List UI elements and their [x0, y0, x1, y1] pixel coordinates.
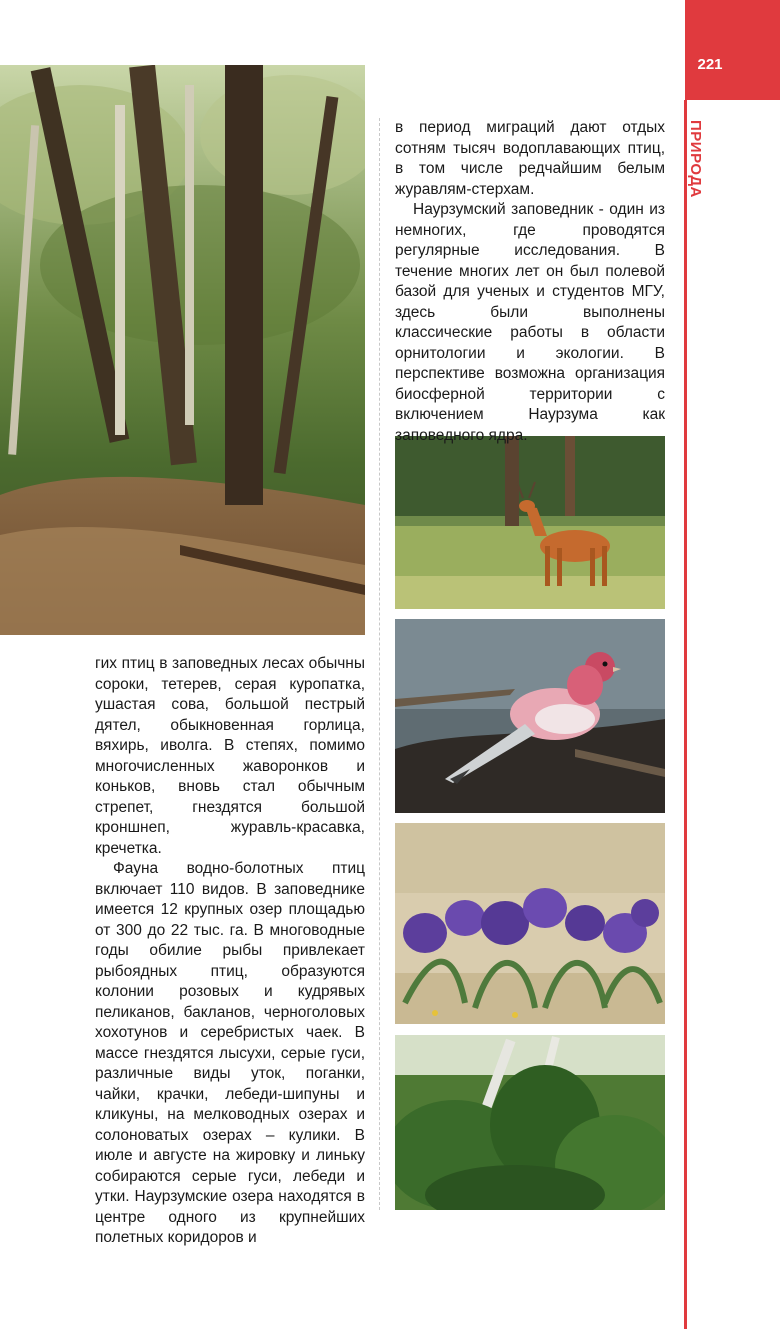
section-label: ПРИРОДА	[687, 120, 704, 198]
bird-photo	[395, 619, 665, 813]
page-number: 221	[697, 56, 723, 73]
left-column-text	[95, 654, 365, 1249]
forest-photo	[0, 65, 365, 635]
paragraph: Фауна водно-болотных птиц включает 110 видов. В заповеднике имеется 12 крупных озер площадью от 300 до 22 тыс. га. В многоводные годы обилие рыбы привлекает рыбоядных птиц, образуются колонии розовых и кудрявых пеликанов, бакланов, черноголовых хохотунов и серебристых чаек. В массе гнездятся лысухи, серые гуси, различные виды уток, поганки, чайки, крачки, лебеди-шипуны и кликуны, на мелководных озерах и солоноватых озерах – кулики. В июле и августе на жировку и линьку собираются серые гуси, лебеди и утки. Наурзумские озера находятся в центре одного из крупнейших полетных коридоров и	[95, 860, 365, 1246]
paragraph: Наурзумский заповедник - один из немногих, где проводятся регулярные исследования. В течение многих лет он был полевой базой для ученых и студентов МГУ, здесь были выполнены классические работы в области орнитологии и экологии. В перспективе возможна организация биосферной территории с включением Наурзума как заповедного ядра.	[395, 201, 665, 444]
irises-photo	[395, 823, 665, 1024]
paragraph: гих птиц в заповедных лесах обычны сороки, тетерев, серая куропатка, ушастая сова, большой пестрый дятел, обыкновенная горлица, вяхирь, иволга. В степях, помимо многочисленных жаворонков и коньков, вновь стал обычным стрепет, гнездятся большой кроншнеп, журавль-красавка, кречетка.	[95, 655, 365, 857]
deer-photo	[395, 436, 665, 609]
page-number-box	[685, 0, 780, 100]
column-divider	[379, 118, 380, 1210]
side-rule	[684, 100, 687, 1329]
right-column-text	[395, 118, 665, 446]
paragraph: в период миграций дают отдых сотням тысяч водоплавающих птиц, в том числе редчайшим белым журавлям-стерхам.	[395, 119, 665, 198]
trees-photo	[395, 1035, 665, 1210]
